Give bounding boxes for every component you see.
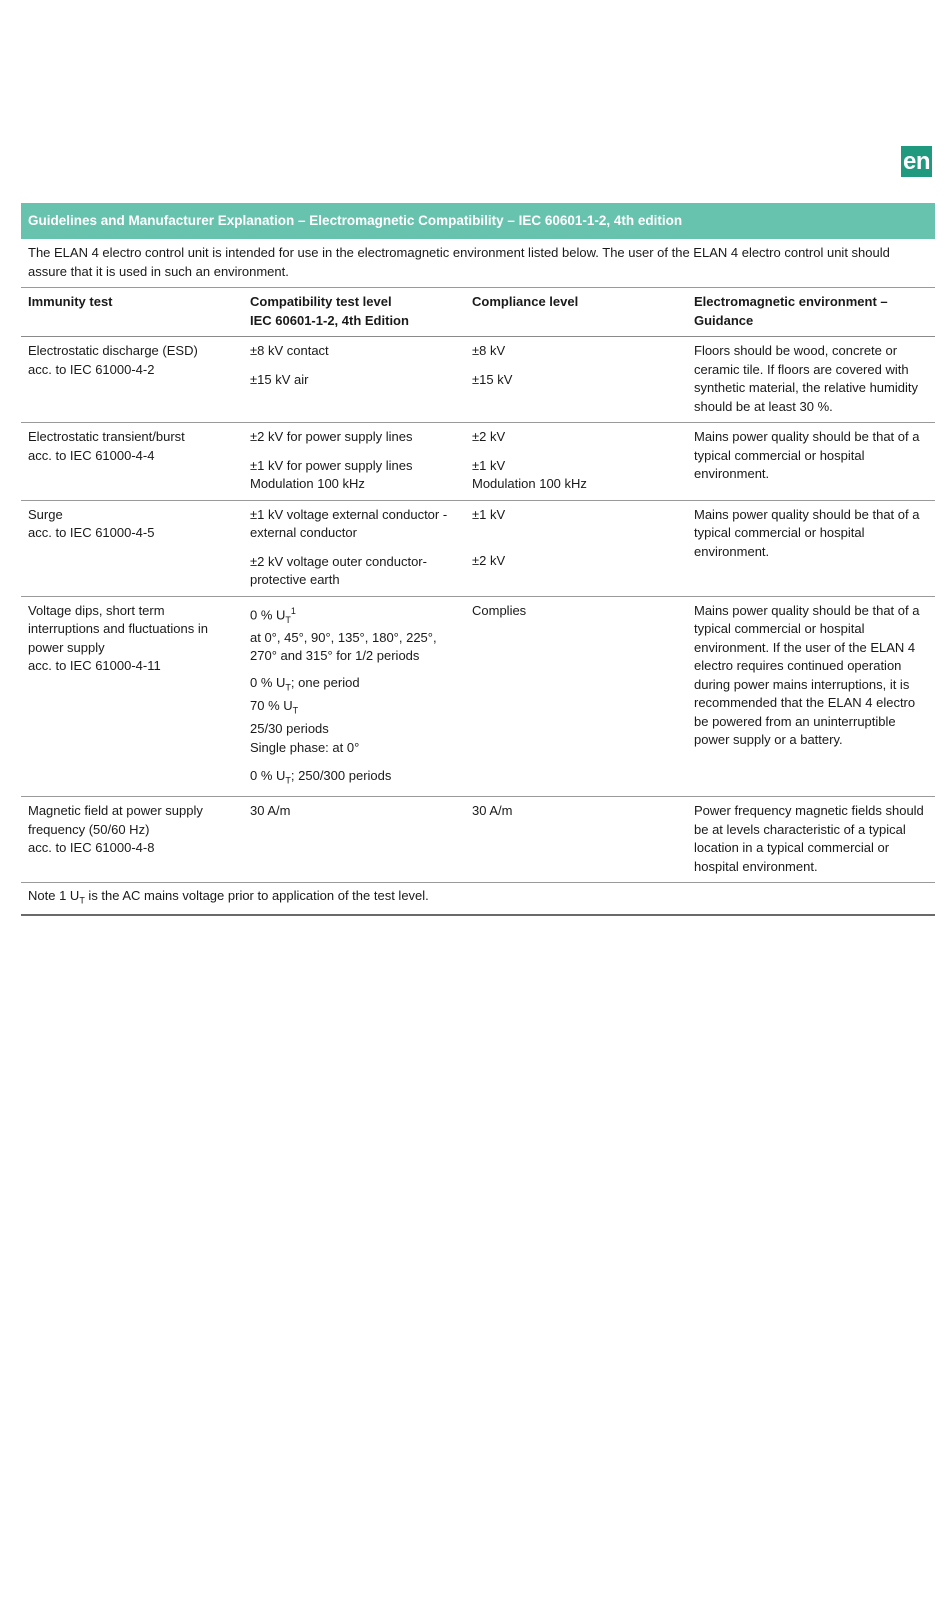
header-environment-guidance: Electromagnetic environment – Guidance — [694, 294, 888, 328]
cell-immunity-test: Magnetic field at power supply frequency (50/60 Hz) acc. to IEC 61000-4-8 — [28, 803, 203, 856]
cell-guidance: Mains power quality should be that of a typical commercial or hospital environment. — [694, 429, 920, 481]
cell-test-level: ±1 kV voltage external conductor - external conductor ±2 kV voltage outer conductor-protective earth — [250, 506, 448, 587]
header-compatibility-level: Compatibility test level IEC 60601-1-2, 4th Edition — [250, 294, 409, 328]
cell-test-level: ±2 kV for power supply lines ±1 kV for power supply lines Modulation 100 kHz — [250, 429, 413, 491]
cell-compliance: ±2 kV ±1 kV Modulation 100 kHz — [472, 429, 587, 491]
cell-immunity-test: Surge acc. to IEC 61000-4-5 — [28, 506, 155, 540]
table-note: Note 1 $U_T$ is the AC mains voltage prior to application of the test level. — [21, 883, 935, 916]
cell-test-level: ±8 kV contact ±15 kV air — [250, 343, 329, 387]
intro-text: The ELAN 4 electro control unit is intended for use in the electromagnetic environment listed below. The user of the ELAN 4 electro control unit should assure that it is used in such an environment. — [21, 239, 935, 288]
cell-compliance: ±8 kV ±15 kV — [472, 343, 513, 387]
cell-test-level: 30 A/m — [250, 803, 291, 819]
table-row — [21, 337, 935, 423]
cell-immunity-test: Electrostatic discharge (ESD) acc. to IEC 61000-4-2 — [28, 343, 198, 377]
cell-guidance: Mains power quality should be that of a typical commercial or hospital environment. — [694, 506, 920, 559]
cell-immunity-test: Voltage dips, short term interruptions and fluctuations in power supply acc. to IEC 61000-4-11 — [28, 602, 208, 673]
cell-compliance: 30 A/m — [472, 803, 513, 819]
cell-compliance: ±1 kV ±2 kV — [472, 506, 506, 568]
table-header-row — [21, 288, 935, 337]
table-row — [21, 423, 935, 501]
language-badge: en — [901, 146, 932, 177]
table-row — [21, 797, 935, 883]
table-title: Guidelines and Manufacturer Explanation – Electromagnetic Compatibility – IEC 60601-1-2, 4th edition — [21, 203, 935, 239]
cell-guidance: Mains power quality should be that of a typical commercial or hospital environment. If the user of the ELAN 4 electro requires continued operation during power mains interruptions, it is recommended that the ELAN 4 electro be powered from an uninterruptible power supply or a battery. — [694, 602, 920, 747]
cell-guidance: Floors should be wood, concrete or ceramic tile. If floors are covered with synthetic material, the relative humidity should be at least 30 %. — [694, 343, 918, 414]
cell-test-level: 0 % $U_T^1$ at 0°, 45°, 90°, 135°, 180°, 225°, 270° and 315° for 1/2 periods 0 % $U_T$; one period 70 % $U_T$ 25/30 periods Single phase: at 0° 0 % $U_T$; 250/300 periods — [250, 605, 437, 786]
table-row — [21, 500, 935, 596]
cell-immunity-test: Electrostatic transient/burst acc. to IEC 61000-4-4 — [28, 429, 185, 463]
emc-guidelines-document — [21, 203, 935, 916]
immunity-table — [21, 288, 935, 883]
header-immunity-test: Immunity test — [28, 294, 113, 309]
table-row — [21, 596, 935, 797]
cell-compliance: Complies — [472, 602, 527, 618]
header-compliance-level: Compliance level — [472, 294, 579, 309]
cell-guidance: Power frequency magnetic fields should be at levels characteristic of a typical location in a typical commercial or hospital environment. — [694, 803, 924, 874]
